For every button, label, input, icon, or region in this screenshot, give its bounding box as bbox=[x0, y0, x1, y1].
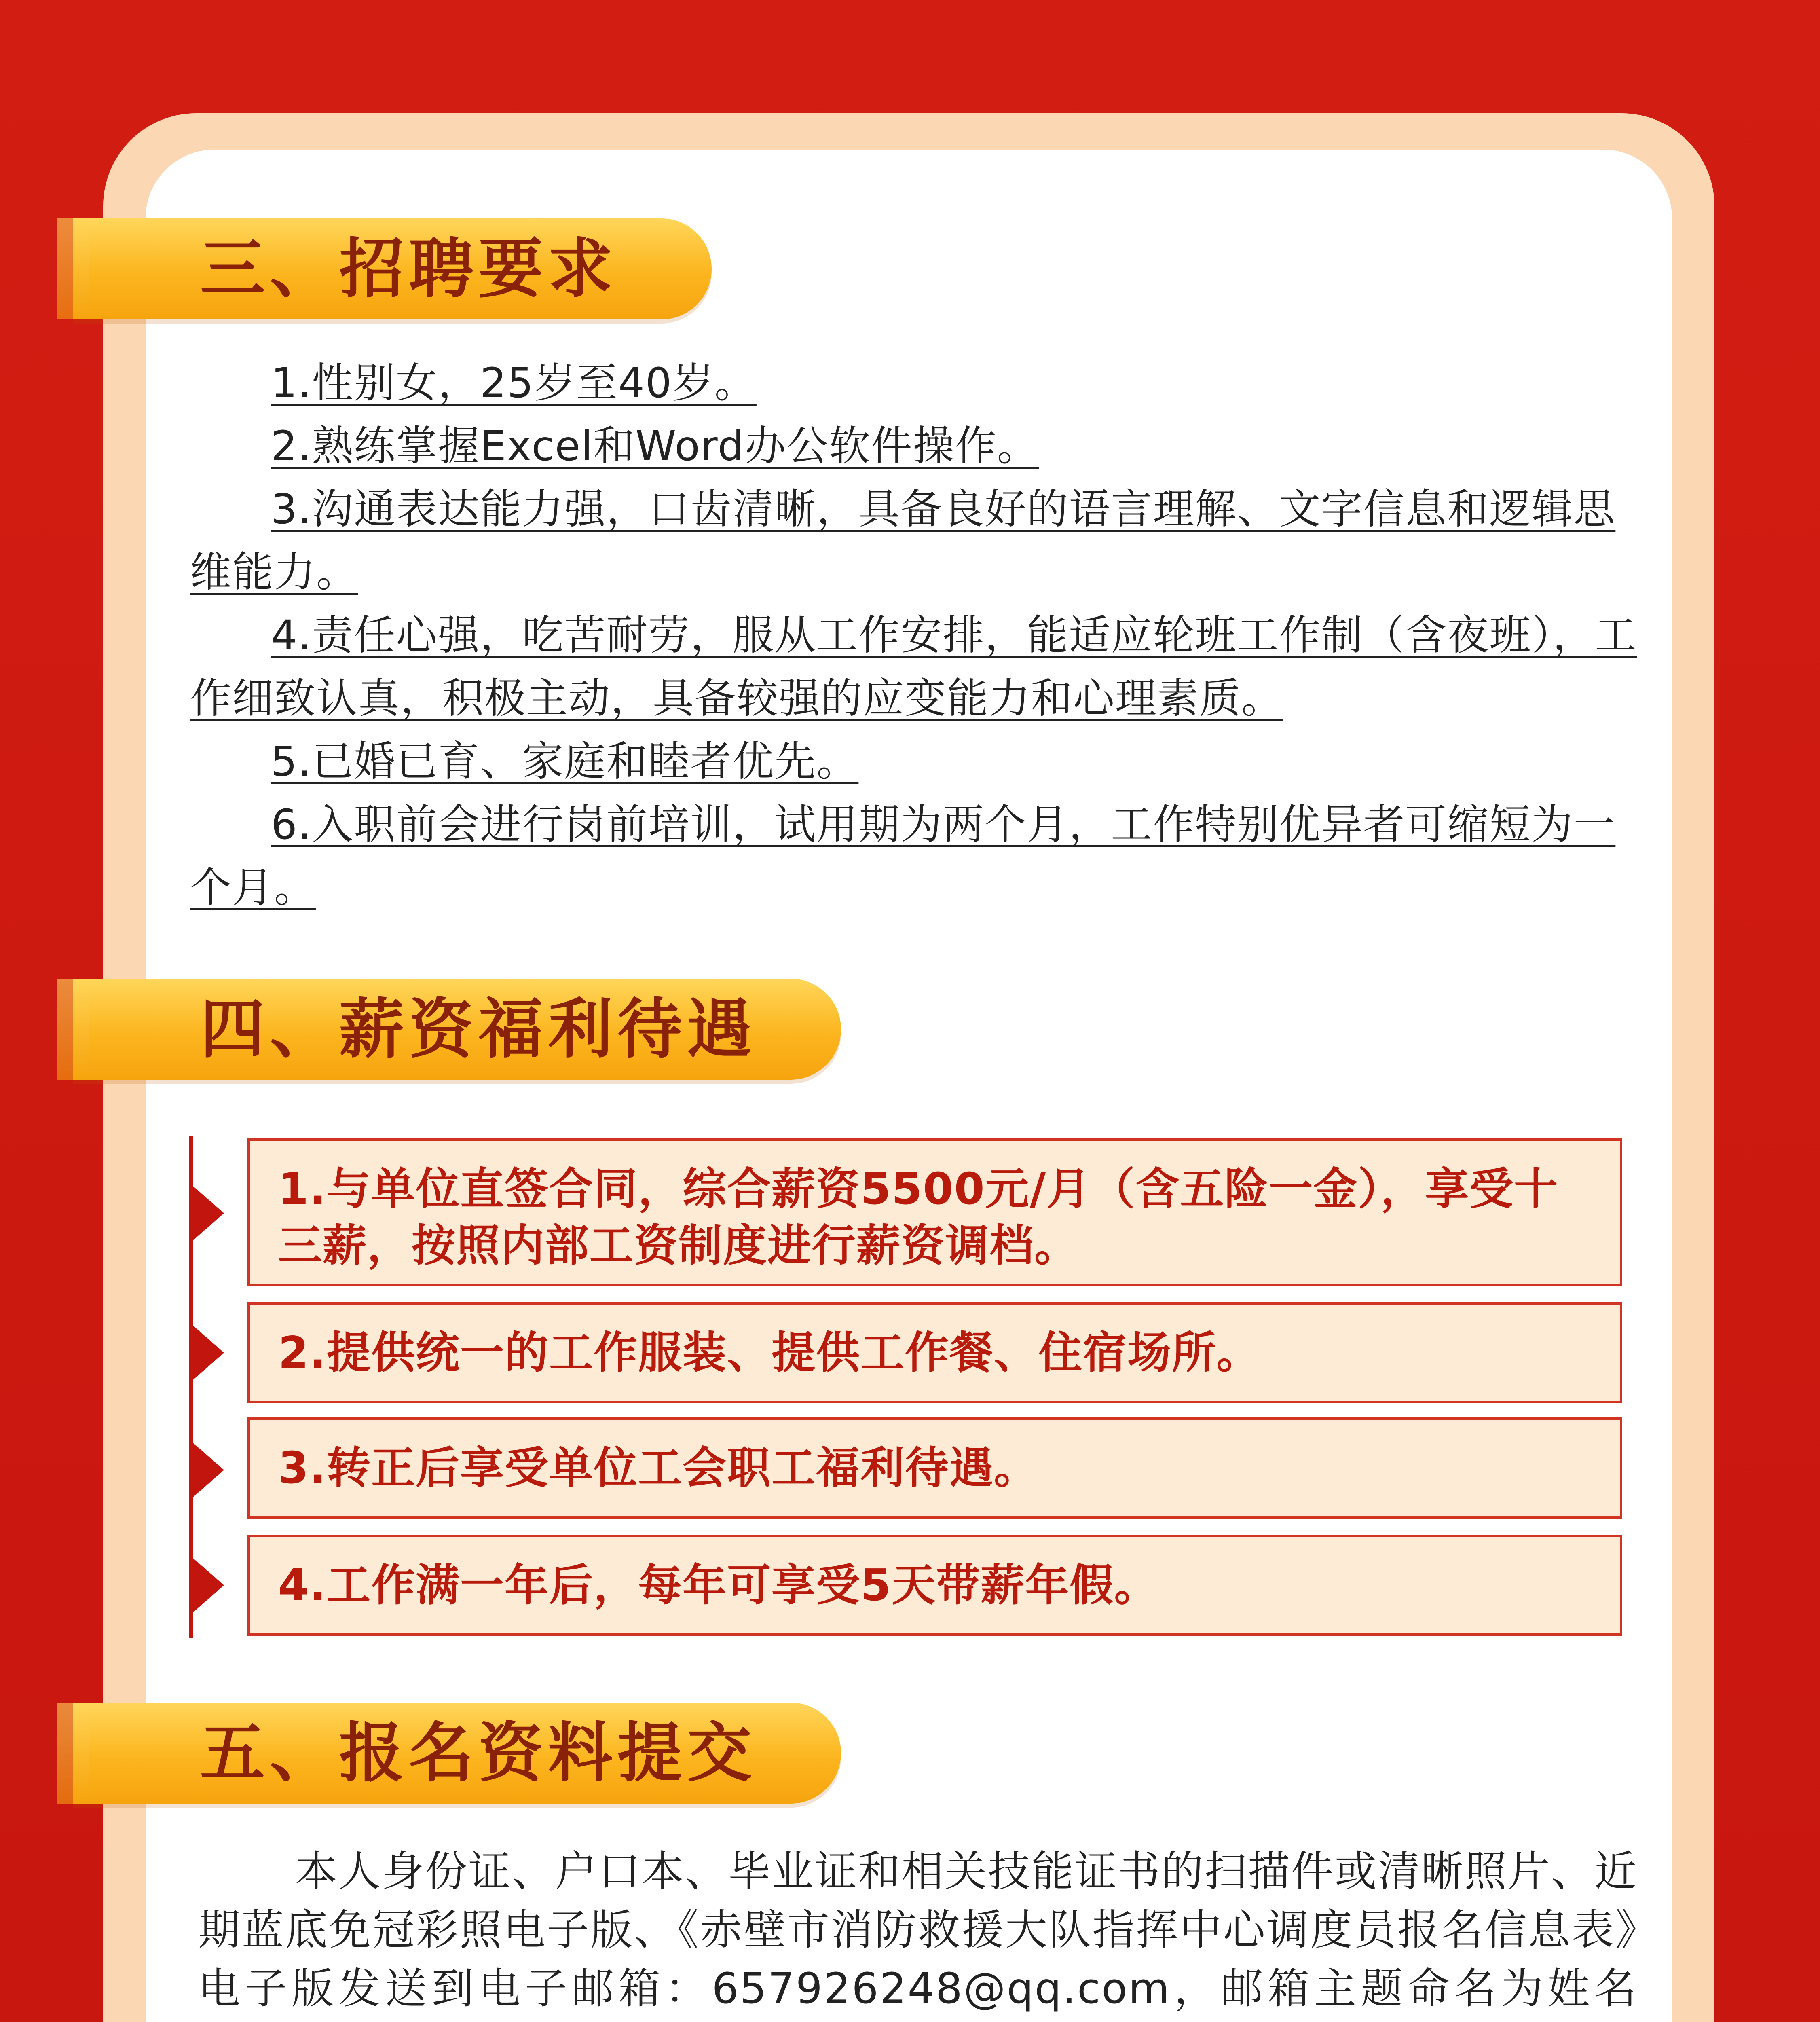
benefit-item: 1.与单位直签合同，综合薪资5500元/月（含五险一金），享受十三薪，按照内部工资制度进行薪资调档。 bbox=[247, 1138, 1622, 1286]
section3-title: 三、招聘要求 bbox=[200, 231, 618, 307]
requirement-item: 4.责任心强，吃苦耐劳，服从工作安排，能适应轮班工作制（含夜班），工作细致认真，积极主动，具备较强的应变能力和心理素质。 bbox=[190, 611, 1637, 723]
requirement-item: 3.沟通表达能力强，口齿清晰，具备良好的语言理解、文字信息和逻辑思维能力。 bbox=[190, 485, 1616, 596]
section4-header bbox=[73, 979, 841, 1080]
benefit-item: 4.工作满一年后，每年可享受5天带薪年假。 bbox=[247, 1535, 1622, 1636]
section3-header bbox=[73, 218, 712, 319]
section4-title: 四、薪资福利待遇 bbox=[200, 991, 757, 1067]
benefit-item: 2.提供统一的工作服装、提供工作餐、住宿场所。 bbox=[247, 1302, 1622, 1403]
submission-info bbox=[198, 1842, 1638, 2022]
requirement-item: 6.入职前会进行岗前培训，试用期为两个月，工作特别优异者可缩短为一个月。 bbox=[190, 801, 1616, 912]
submission-paragraph: 本人身份证、户口本、毕业证和相关技能证书的扫描件或清晰照片、近期蓝底免冠彩照电子版、《赤壁市消防救援大队指挥中心调度员报名信息表》电子版发送到电子邮箱：657926248@qq.com，邮箱主题命名为姓名 bbox=[198, 1846, 1638, 2013]
arrow-marker-icon bbox=[192, 1557, 224, 1614]
arrow-marker-icon bbox=[192, 1185, 224, 1242]
requirement-item: 5.已婚已育、家庭和睦者优先。 bbox=[271, 738, 859, 786]
requirement-item: 2.熟练掌握Excel和Word办公软件操作。 bbox=[271, 422, 1039, 470]
arrow-marker-icon bbox=[192, 1442, 224, 1498]
section5-header bbox=[73, 1703, 841, 1804]
benefit-item: 3.转正后享受单位工会职工福利待遇。 bbox=[247, 1417, 1622, 1519]
requirements-list bbox=[190, 352, 1638, 920]
section5-title: 五、报名资料提交 bbox=[200, 1715, 757, 1791]
arrow-marker-icon bbox=[192, 1324, 224, 1381]
requirement-item: 1.性别女，25岁至40岁。 bbox=[271, 359, 757, 407]
